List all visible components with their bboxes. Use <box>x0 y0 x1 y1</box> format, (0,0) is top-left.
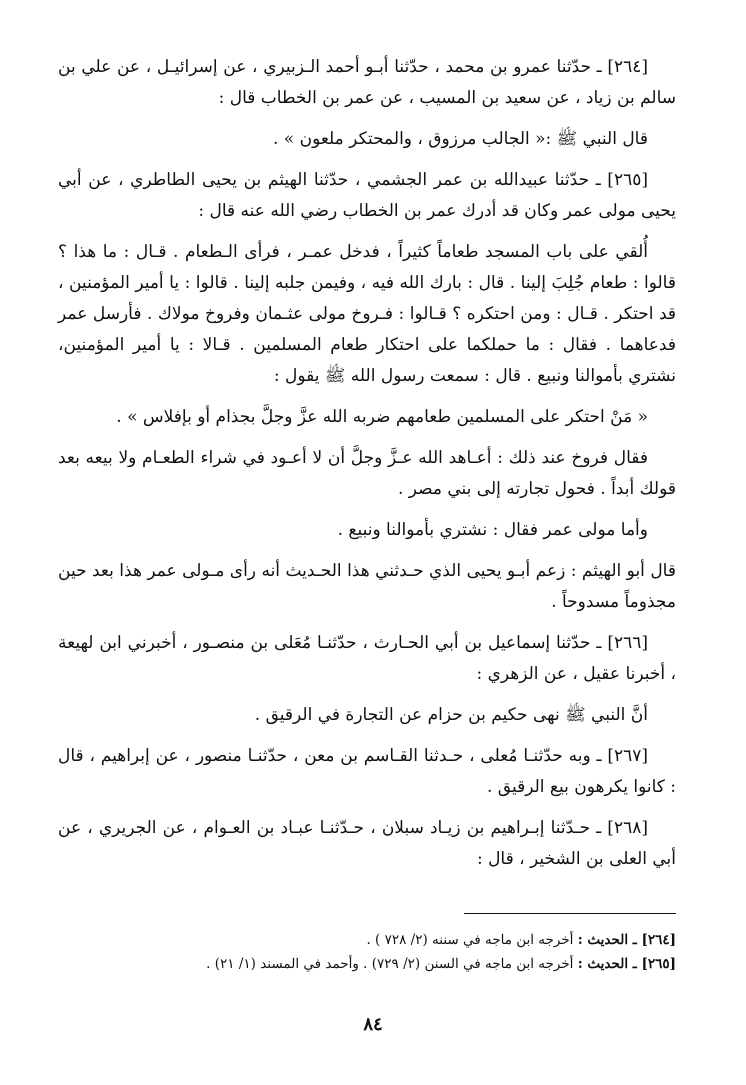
hadith-267-isnad: [٢٦٧] ـ وبه حدّثنـا مُعلى ، حـدثنا القـاسم بن معن ، حدّثنـا منصور ، عن إبراهيم ، قال : كانوا يكرهون بيع الرقيق . <box>58 746 676 797</box>
hadith-265-matn-2: « مَنْ احتكر على المسلمين طعامهم ضربه الله عزَّ وجلَّ بجذام أو بإفلاس » . <box>116 407 648 427</box>
footnote-label: [٢٦٥] ـ الحديث : <box>577 956 676 972</box>
footnote-label: [٢٦٤] ـ الحديث : <box>577 932 676 948</box>
hadith-266-matn: أنَّ النبي ﷺ نهى حكيم بن حزام عن التجارة في الرقيق . <box>254 705 648 725</box>
page-number: ٨٤ <box>363 1014 383 1035</box>
hadith-265-matn-5: قال أبو الهيثم : زعم أبـو يحيى الذي حـدثني هذا الحـديث أنه رأى مـولى عمر هذا بعد حين مجذوماً مسدوحاً . <box>58 561 676 612</box>
footnote-264 <box>58 928 676 952</box>
hadith-265-matn-4: وأما مولى عمر فقال : نشتري بأموالنا ونبيع . <box>337 520 648 540</box>
footnote-divider <box>464 913 676 914</box>
hadith-268-isnad: [٢٦٨] ـ حـدّثنا إبـراهيم بن زيـاد سبلان ، حـدّثنـا عبـاد بن العـوام ، عن الجريري ، عن أبي العلى بن الشخير ، قال : <box>58 818 676 869</box>
hadith-264-matn: قال النبي ﷺ :« الجالب مرزوق ، والمحتكر ملعون » . <box>272 129 648 149</box>
footnote-text: أخرجه ابن ماجه في سننه (٢/ ٧٢٨ ) . <box>366 932 578 948</box>
footnote-text: أخرجه ابن ماجه في السنن (٢/ ٧٢٩) . وأحمد في المسند (١/ ٢١) . <box>206 956 578 972</box>
hadith-266-isnad: [٢٦٦] ـ حدّثنا إسماعيل بن أبي الحـارث ، حدّثنـا مُعَلى بن منصـور ، أخبرني ابن لهيعة ، أخبرنا عقيل ، عن الزهري : <box>58 633 676 684</box>
hadith-264-isnad: [٢٦٤] ـ حدّثنا عمرو بن محمد ، حدّثنا أبـو أحمد الـزبيري ، عن إسرائيـل ، عن علي بن سالم بن زياد ، عن سعيد بن المسيب ، عن عمر بن الخطاب قال : <box>58 57 676 108</box>
hadith-265-matn-1: أُلقي على باب المسجد طعاماً كثيراً ، فدخل عمـر ، فرأى الـطعام . قـال : ما هذا ؟ قالوا : طعام جُلِبَ إلينا . قال : بارك الله فيه ، وفيمن جلبه إلينا . قالوا : يا أمير المؤمنين ، قد احتكر . قـال : ومن احتكره ؟ قـالوا : فـروخ مولى عثـمان وفروخ مولاك . فأرسل عمر فدعاهما . فقال : ما حملكما على احتكار طعام المسلمين . قـالا : يا أمير المؤمنين، نشتري بأموالنا ونبيع . قال : سمعت رسول الله ﷺ يقول : <box>58 242 676 386</box>
hadith-265-isnad: [٢٦٥] ـ حدّثنا عبيدالله بن عمر الجشمي ، حدّثنا الهيثم بن يحيى الطاطري ، عن أبي يحيى مولى عمر وكان قد أدرك عمر بن الخطاب رضي الله عنه قال : <box>58 170 676 221</box>
footnotes <box>58 928 676 976</box>
footnote-265 <box>58 952 676 976</box>
hadith-265-matn-3: فقال فروخ عند ذلك : أعـاهد الله عـزَّ وجلَّ أن لا أعـود في شراء الطعـام ولا بيعه بعد قولك أبداً . فحول تجارته إلى بني مصر . <box>58 448 676 499</box>
